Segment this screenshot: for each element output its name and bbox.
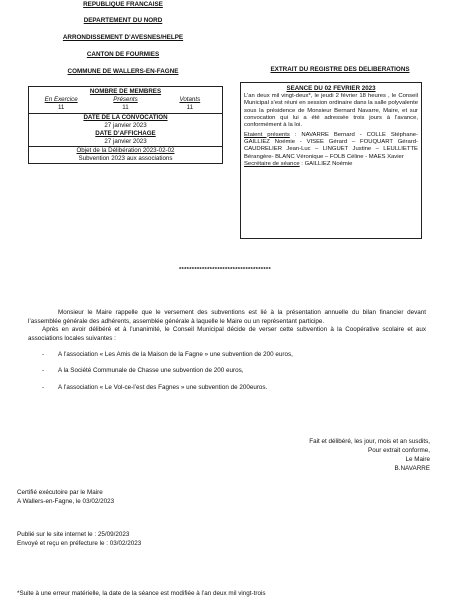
en-exercice-cell: [29, 96, 93, 113]
list-item: [42, 351, 426, 359]
signature-line-3: Le Maire: [405, 456, 430, 464]
members-counts: [29, 96, 222, 113]
seance-body: L’an deux mil vingt-deux*, le jeudi 2 février 18 heures , le Conseil Municipal s’est réuni en session ordinaire dans la salle polyvalente sous la présidence de Monsieur Bernard Navarre, Maire, et sur convocation qui lui a été adressée trois jours à l’avance, conformément à la loi.: [244, 92, 418, 129]
bullet-dash: -: [42, 351, 45, 358]
signature-line-4: B.NAVARRE: [394, 465, 430, 473]
list-item: [42, 367, 426, 375]
secretaire-heading: Secrétaire de séance: [244, 161, 300, 168]
dates-row: [29, 114, 222, 147]
affichage-label: DATE D’AFFICHAGE: [95, 129, 156, 137]
members-header-row: [29, 87, 222, 114]
affichage-date: 27 janvier 2023: [104, 137, 147, 145]
certification-block: [17, 488, 217, 506]
presents-value: 11: [122, 104, 129, 111]
en-exercice-value: 11: [57, 104, 65, 111]
header-departement: DEPARTEMENT DU NORD: [83, 17, 163, 24]
extract-title: EXTRAIT DU REGISTRE DES DELIBERATIONS: [270, 66, 410, 73]
certification-line-1: Certifié exécutoire par le Maire: [17, 489, 103, 496]
header-republique: REPUBLIQUE FRANCAISE: [83, 1, 163, 8]
footnote: *Suite à une erreur matérielle, la date de la séance est modifiée à l’an deux mil vingt-trois: [17, 590, 266, 597]
certification-line-2: A Wallers-en-Fagne, le 03/02/2023: [17, 498, 115, 506]
objet-row: [29, 147, 222, 164]
votants-cell: [158, 96, 222, 113]
presents-label: Présents: [113, 96, 138, 104]
signature-block: [250, 437, 430, 474]
signature-line-2: Pour extrait conforme,: [368, 447, 430, 455]
members-table: [28, 86, 223, 164]
objet-label: Objet de la Délibération 2023-02-02: [76, 147, 175, 155]
paragraph-rappel: Monsieur le Maire rappelle que le versement des subventions est lié à la présentation annuelle du bilan financier devant l’assemblée générale des adhérents, assemblée générale à laquelle le Maire ou un représentant participe.: [28, 309, 426, 326]
en-exercice-label: En Exercice: [44, 96, 78, 104]
seance-secretaire: [244, 161, 418, 168]
secretaire-name: : GAILLIEZ Noémie: [299, 161, 353, 168]
publication-line-1: Publié sur le site internet le : 25/09/2023: [17, 531, 130, 538]
presents-names: : NAVARRE Bernard - COLLE Stéphane- GAILLIEZ Noémie - VISEE Gérard – FOUQUART Gérard- CAUDRELIER Jean-Luc – LINGUET Justine – LEULLIETTE Bérangère- BLANC Véronique – FOLB Céline - MAES Xavier: [244, 131, 418, 160]
list-item-text: A l’association « Le Vol-ce-l’est des Fagnes » une subvention de 200euros.: [58, 383, 268, 391]
convocation-date: 27 janvier 2023: [104, 122, 147, 129]
bullet-dash: -: [42, 383, 45, 391]
seance-box: [240, 82, 422, 239]
presents-cell: [93, 96, 157, 113]
seance-title: SEANCE DU 02 FEVRIER 2023: [286, 85, 376, 92]
convocation-label: DATE DE LA CONVOCATION: [83, 114, 168, 122]
list-item: [42, 384, 426, 392]
presents-heading: Etaient présents: [244, 131, 290, 138]
header-canton: CANTON DE FOURMIES: [86, 51, 160, 58]
bullet-dash: -: [42, 367, 45, 375]
publication-block: [17, 530, 277, 548]
subvention-list: [42, 351, 426, 400]
header-commune: COMMUNE DE WALLERS-EN-FAGNE: [67, 68, 179, 75]
list-item-text: A la Société Communale de Chasse une subvention de 200 euros,: [58, 367, 244, 375]
objet-value: Subvention 2023 aux associations: [78, 155, 173, 162]
publication-line-2: Envoyé et reçu en préfecture le : 03/02/2023: [17, 540, 142, 548]
votants-label: Votants: [179, 96, 201, 104]
list-item-text: A l’association « Les Amis de la Maison de la Fagne » une subvention de 200 euros,: [58, 351, 293, 358]
header-arrondissement: ARRONDISSEMENT D’AVESNES/HELPE: [62, 34, 184, 41]
votants-value: 11: [186, 104, 194, 111]
separator-stars: ************************************: [178, 267, 271, 273]
paragraph-decision: Après en avoir délibéré et à l’unanimité, le Conseil Municipal décide de verser cette subvention à la Coopérative scolaire et aux associations locales suivantes :: [28, 326, 426, 343]
members-title: NOMBRE DE MEMBRES: [89, 87, 162, 95]
signature-line-1: Fait et délibéré, les jour, mois et an susdits,: [309, 438, 430, 445]
seance-presents: [244, 132, 418, 162]
